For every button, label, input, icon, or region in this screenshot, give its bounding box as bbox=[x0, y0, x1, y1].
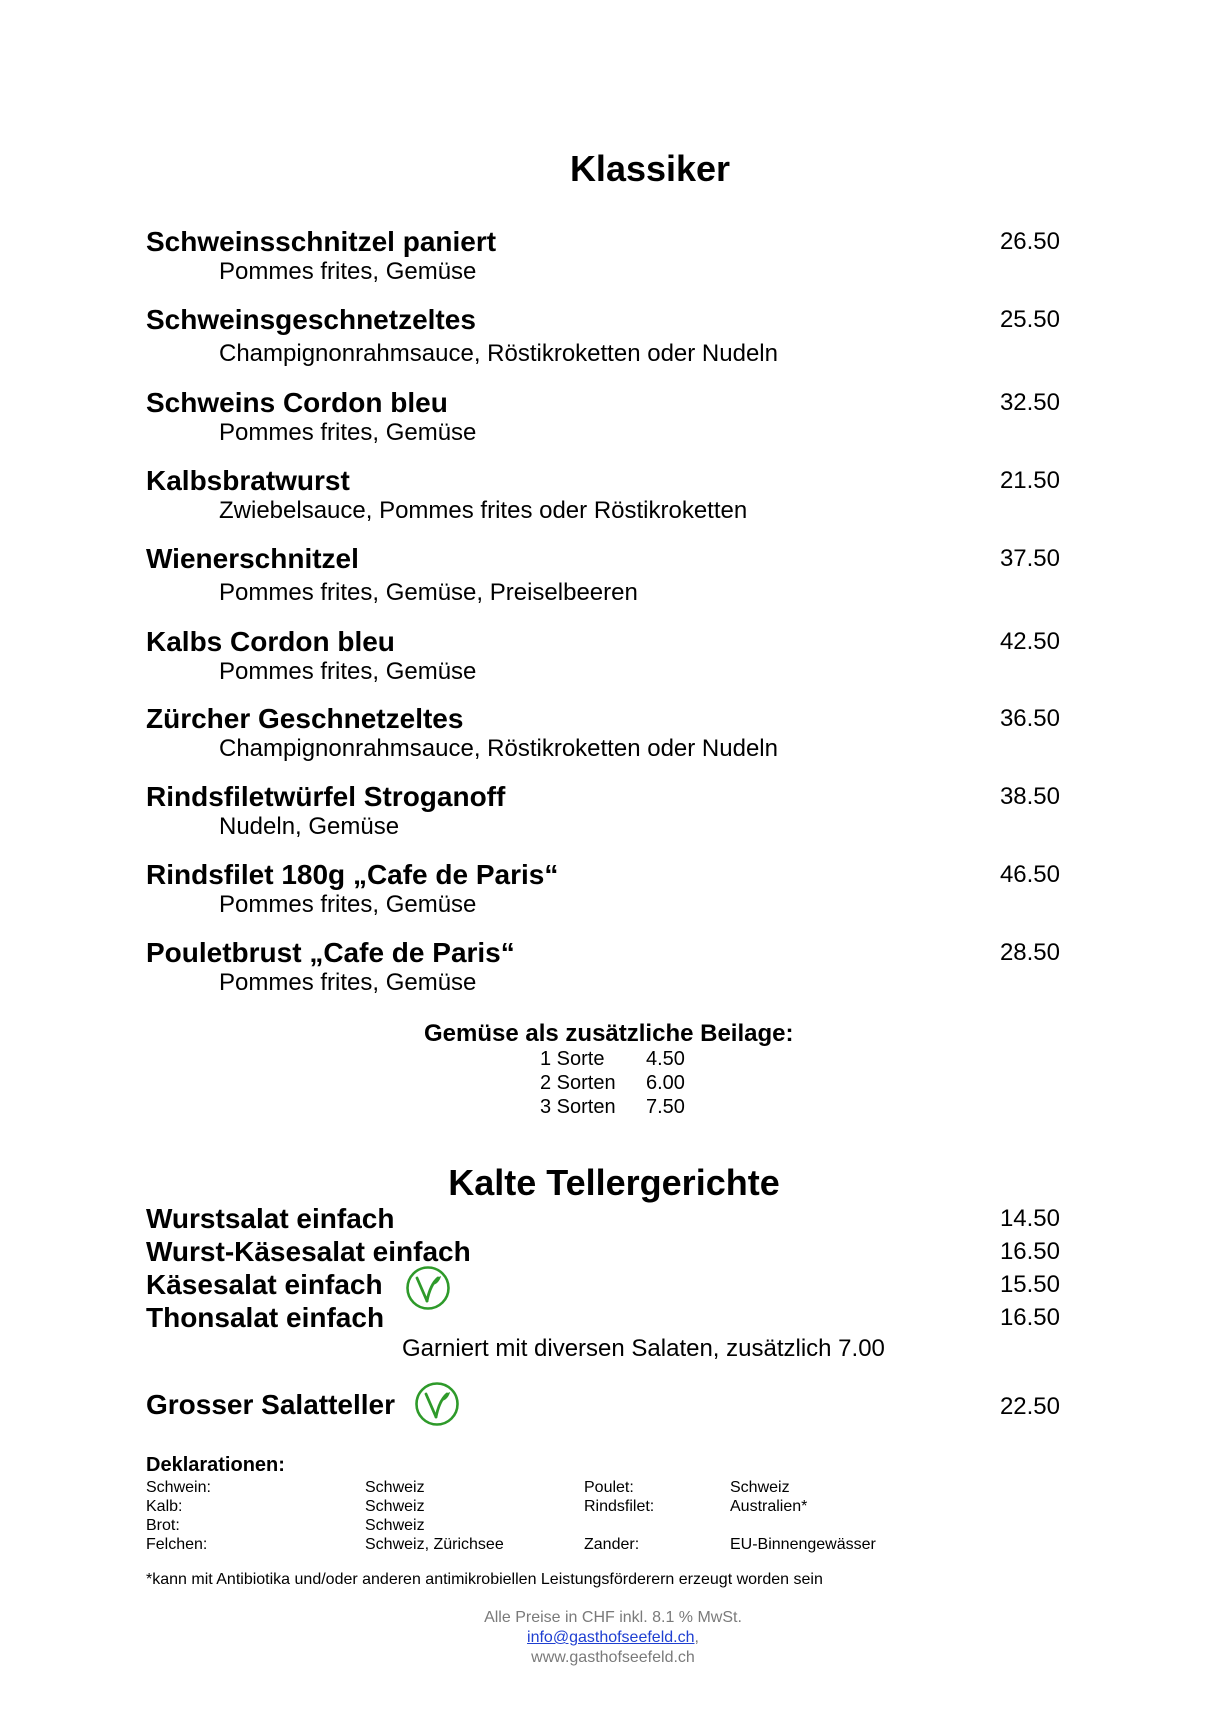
declaration-label: Kalb: bbox=[146, 1498, 183, 1515]
item-description: Nudeln, Gemüse bbox=[219, 813, 400, 840]
menu-item bbox=[146, 937, 1060, 996]
item-price: 22.50 bbox=[999, 1393, 1060, 1420]
menu-item bbox=[146, 465, 1060, 524]
item-name: Kalbsbratwurst bbox=[146, 465, 350, 496]
declaration-label: Brot: bbox=[146, 1517, 180, 1534]
item-price: 42.50 bbox=[999, 628, 1060, 655]
item-name: Schweinsgeschnetzeltes bbox=[146, 304, 476, 335]
item-name: Wurst-Käsesalat einfach bbox=[146, 1236, 471, 1267]
side-vegetables-count: 3 Sorten bbox=[540, 1096, 616, 1118]
side-vegetables-price: 7.50 bbox=[646, 1096, 685, 1118]
side-vegetables-title: Gemüse als zusätzliche Beilage: bbox=[424, 1020, 794, 1047]
item-price: 16.50 bbox=[999, 1304, 1060, 1331]
footer bbox=[0, 1608, 1222, 1668]
vegan-leaf-icon bbox=[414, 1381, 460, 1427]
item-description: Pommes frites, Gemüse, Preiselbeeren bbox=[219, 579, 638, 606]
menu-item bbox=[146, 1269, 1060, 1301]
item-description: Pommes frites, Gemüse bbox=[219, 891, 477, 918]
side-vegetables-box bbox=[424, 1020, 844, 1118]
item-description: Pommes frites, Gemüse bbox=[219, 658, 477, 685]
side-vegetables-row bbox=[540, 1071, 685, 1095]
declaration-value: EU-Binnengewässer bbox=[730, 1536, 876, 1553]
item-price: 26.50 bbox=[999, 228, 1060, 255]
menu-item bbox=[146, 1302, 1060, 1334]
side-vegetables-price: 6.00 bbox=[646, 1072, 685, 1094]
item-price: 28.50 bbox=[999, 939, 1060, 966]
menu-item bbox=[146, 703, 1060, 762]
item-price: 14.50 bbox=[999, 1205, 1060, 1232]
section-title-klassiker: Klassiker bbox=[569, 148, 731, 189]
item-description: Champignonrahmsauce, Röstikroketten oder Nudeln bbox=[219, 340, 778, 367]
item-name: Rindsfiletwürfel Stroganoff bbox=[146, 781, 506, 812]
antibiotics-footnote: *kann mit Antibiotika und/oder anderen antimikrobiellen Leistungsförderern erzeugt worden sein bbox=[146, 1571, 823, 1588]
item-name: Schweinsschnitzel paniert bbox=[146, 226, 497, 257]
section-title-kalte-tellergerichte: Kalte Tellergerichte bbox=[448, 1162, 780, 1203]
declaration-value: Schweiz bbox=[365, 1479, 425, 1496]
declarations bbox=[146, 1453, 1046, 1553]
declaration-value: Schweiz bbox=[365, 1517, 425, 1534]
item-price: 25.50 bbox=[999, 306, 1060, 333]
declaration-label: Schwein: bbox=[146, 1479, 211, 1496]
item-name: Thonsalat einfach bbox=[146, 1302, 385, 1333]
menu-item bbox=[146, 1389, 1060, 1421]
item-price: 38.50 bbox=[999, 783, 1060, 810]
side-vegetables-count: 2 Sorten bbox=[540, 1072, 616, 1094]
item-name: Käsesalat einfach bbox=[146, 1269, 383, 1300]
item-price: 46.50 bbox=[999, 861, 1060, 888]
item-description: Pommes frites, Gemüse bbox=[219, 258, 477, 285]
side-vegetables-row bbox=[540, 1095, 685, 1119]
contact-line bbox=[0, 1628, 1222, 1648]
menu-item bbox=[146, 304, 1060, 367]
item-price: 15.50 bbox=[999, 1271, 1060, 1298]
declarations-title: Deklarationen: bbox=[146, 1454, 285, 1476]
item-price: 36.50 bbox=[999, 705, 1060, 732]
item-price: 37.50 bbox=[999, 545, 1060, 572]
item-name: Wurstsalat einfach bbox=[146, 1203, 395, 1234]
side-vegetables-count: 1 Sorte bbox=[540, 1048, 605, 1070]
declaration-label: Rindsfilet: bbox=[584, 1498, 655, 1515]
menu-item bbox=[146, 626, 1060, 685]
website-text: www.gasthofseefeld.ch bbox=[531, 1649, 695, 1666]
declaration-label: Zander: bbox=[584, 1536, 640, 1553]
item-name: Pouletbrust „Cafe de Paris“ bbox=[146, 937, 515, 968]
item-description: Pommes frites, Gemüse bbox=[219, 969, 477, 996]
item-description: Pommes frites, Gemüse bbox=[219, 419, 477, 446]
item-price: 16.50 bbox=[999, 1238, 1060, 1265]
vegan-leaf-icon bbox=[405, 1265, 451, 1311]
email-suffix: , bbox=[694, 1629, 699, 1646]
menu-item bbox=[146, 543, 1060, 606]
menu-item bbox=[146, 1203, 1060, 1235]
item-name: Zürcher Geschnetzeltes bbox=[146, 703, 464, 734]
email-link[interactable]: info@gasthofseefeld.ch bbox=[527, 1629, 695, 1646]
declaration-value: Schweiz bbox=[730, 1479, 790, 1496]
declaration-value: Australien* bbox=[730, 1498, 808, 1515]
item-price: 21.50 bbox=[999, 467, 1060, 494]
declaration-label: Felchen: bbox=[146, 1536, 208, 1553]
declaration-value: Schweiz, Zürichsee bbox=[365, 1536, 504, 1553]
item-name: Grosser Salatteller bbox=[146, 1389, 396, 1420]
item-name: Schweins Cordon bleu bbox=[146, 387, 448, 418]
side-vegetables-row bbox=[540, 1047, 685, 1071]
menu-item bbox=[146, 226, 1060, 285]
garnish-note: Garniert mit diversen Salaten, zusätzlich 7.00 bbox=[402, 1335, 885, 1362]
declaration-label: Poulet: bbox=[584, 1479, 634, 1496]
item-description: Champignonrahmsauce, Röstikroketten oder Nudeln bbox=[219, 735, 778, 762]
side-vegetables-price: 4.50 bbox=[646, 1048, 685, 1070]
menu-item bbox=[146, 859, 1060, 918]
declaration-value: Schweiz bbox=[365, 1498, 425, 1515]
menu-item bbox=[146, 1236, 1060, 1268]
item-name: Rindsfilet 180g „Cafe de Paris“ bbox=[146, 859, 559, 890]
menu-item bbox=[146, 387, 1060, 446]
item-price: 32.50 bbox=[999, 389, 1060, 416]
menu-item bbox=[146, 781, 1060, 840]
item-description: Zwiebelsauce, Pommes frites oder Röstikroketten bbox=[219, 497, 748, 524]
price-note: Alle Preise in CHF inkl. 8.1 % MwSt. bbox=[484, 1609, 742, 1626]
item-name: Kalbs Cordon bleu bbox=[146, 626, 395, 657]
item-name: Wienerschnitzel bbox=[146, 543, 359, 574]
